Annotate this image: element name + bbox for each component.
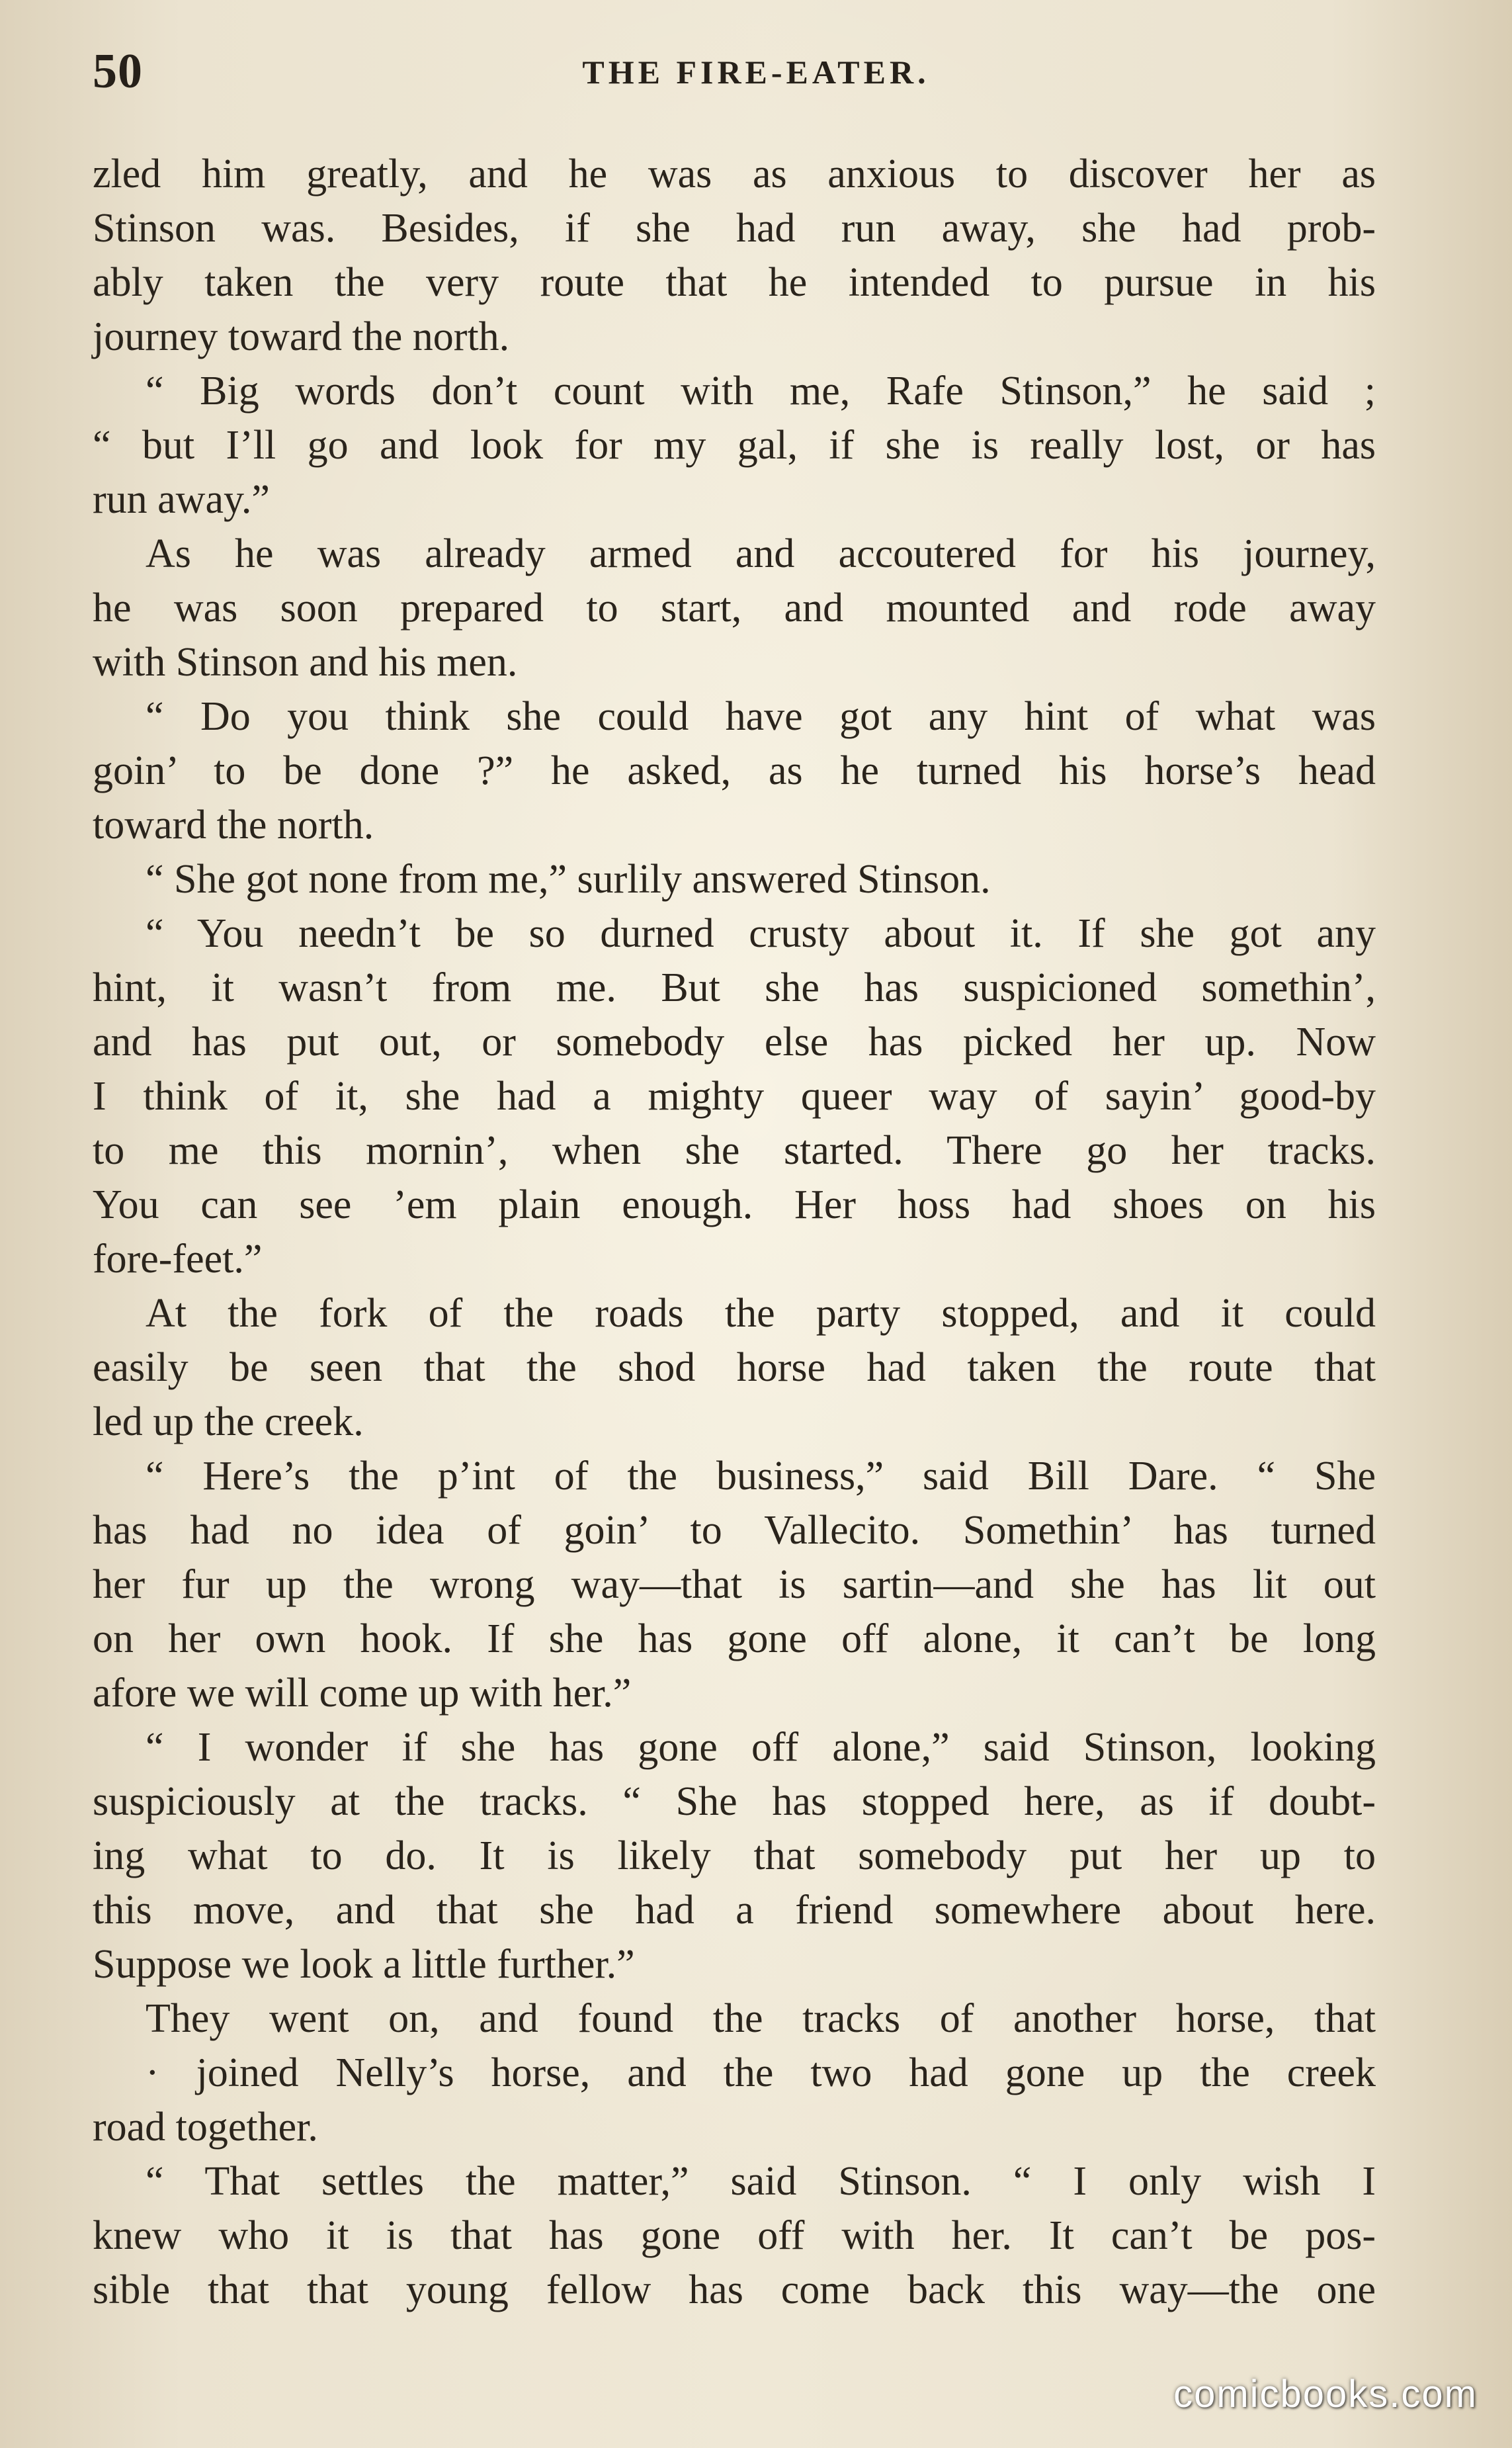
running-title: THE FIRE-EATER. (582, 54, 930, 91)
text-line: has had no idea of goin’ to Vallecito. Somethin’ has turned (93, 1508, 1376, 1553)
text-line: I think of it, she had a mighty queer way of sayin’ good-by (93, 1074, 1376, 1119)
text-line: toward the north. (93, 803, 374, 848)
text-line: on her own hook. If she has gone off alone, it can’t be long (93, 1616, 1376, 1661)
text-line: her fur up the wrong way—that is sartin—and she has lit out (93, 1562, 1376, 1607)
text-line: sible that that young fellow has come back this way—the one (93, 2267, 1376, 2312)
text-line: journey toward the north. (93, 314, 510, 359)
text-line: goin’ to be done ?” he asked, as he turned his horse’s head (93, 748, 1376, 793)
text-line: to me this mornin’, when she started. There go her tracks. (93, 1128, 1376, 1173)
text-line: “ She got none from me,” surlily answered Stinson. (146, 857, 991, 902)
text-line: “ but I’ll go and look for my gal, if she is really lost, or has (93, 423, 1376, 468)
text-line: They went on, and found the tracks of another horse, that (146, 1996, 1376, 2041)
text-line: hint, it wasn’t from me. But she has suspicioned somethin’, (93, 965, 1376, 1010)
text-line: Suppose we look a little further.” (93, 1942, 635, 1987)
text-line: with Stinson and his men. (93, 640, 518, 685)
text-line: led up the creek. (93, 1399, 364, 1444)
text-line: afore we will come up with her.” (93, 1671, 632, 1716)
text-line: “ Do you think she could have got any hint of what was (146, 694, 1376, 739)
watermark: comicbooks.com (1173, 2373, 1478, 2416)
text-line: he was soon prepared to start, and mounted and rode away (93, 586, 1376, 631)
text-line: You can see ’em plain enough. Her hoss had shoes on his (93, 1182, 1376, 1227)
text-line: fore-feet.” (93, 1237, 263, 1282)
text-line: knew who it is that has gone off with her. It can’t be pos- (93, 2213, 1376, 2258)
text-line: “ I wonder if she has gone off alone,” said Stinson, looking (146, 1725, 1376, 1770)
text-line: As he was already armed and accoutered for his journey, (146, 531, 1376, 576)
text-line: ing what to do. It is likely that somebody put her up to (93, 1833, 1376, 1878)
text-line: and has put out, or somebody else has picked her up. Now (93, 1020, 1376, 1065)
text-line: run away.” (93, 477, 270, 522)
page-header (0, 38, 1512, 111)
text-line: road together. (93, 2105, 318, 2150)
text-line: “ You needn’t be so durned crusty about it. If she got any (146, 911, 1376, 956)
text-line: easily be seen that the shod horse had taken the route that (93, 1345, 1376, 1390)
text-line: ably taken the very route that he intended to pursue in his (93, 260, 1376, 305)
text-line: “ Here’s the p’int of the business,” said Bill Dare. “ She (146, 1454, 1376, 1499)
text-line: “ Big words don’t count with me, Rafe Stinson,” he said ; (146, 369, 1376, 414)
page-number: 50 (93, 44, 143, 99)
body-text (93, 147, 1376, 2317)
text-line: “ That settles the matter,” said Stinson. “ I only wish I (146, 2159, 1376, 2204)
text-line: At the fork of the roads the party stopped, and it could (146, 1291, 1376, 1336)
text-line: Stinson was. Besides, if she had run away, she had prob- (93, 206, 1376, 251)
text-line: this move, and that she had a friend somewhere about here. (93, 1888, 1376, 1933)
text-line: · joined Nelly’s horse, and the two had gone up the creek (146, 2050, 1376, 2095)
text-line: suspiciously at the tracks. “ She has stopped here, as if doubt- (93, 1779, 1376, 1824)
text-line: zled him greatly, and he was as anxious to discover her as (93, 152, 1376, 197)
